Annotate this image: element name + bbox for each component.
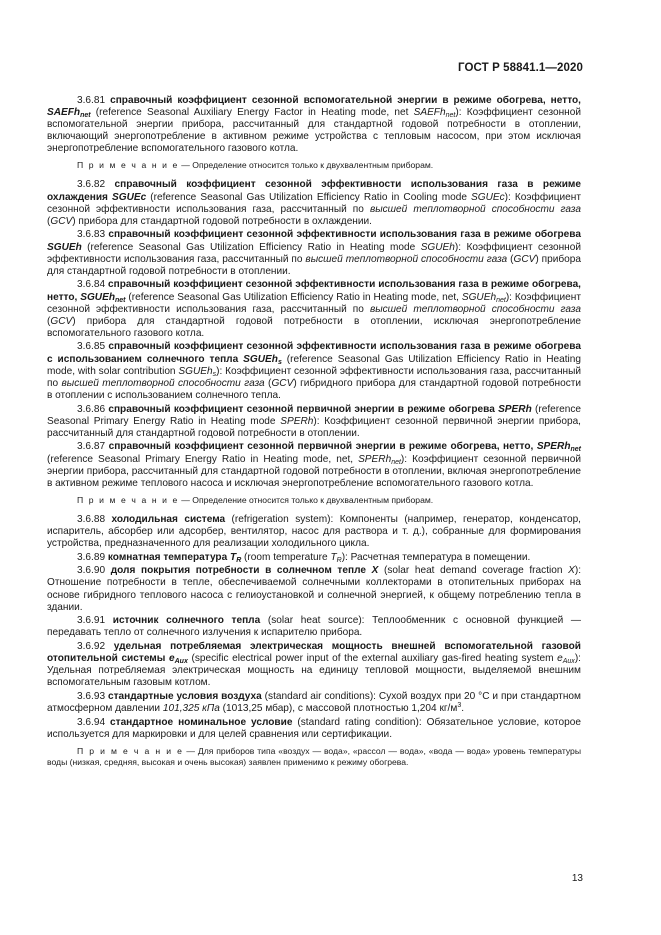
definition-3-6-87: 3.6.87 справочный коэффициент сезонной первичной энергии в режиме обогрева, нетто, SPERh$_{net}$ (reference Seasonal Primary Energy Ratio in Heating mode, net, SPERh$_{net}$): Коэффициент сезонной первичной энергии прибора, рассчитанный для стандартной годовой потребности в отоплении, включая энергопотребление в активном режиме теплового насоса и исключая энергопотребление вспомогательного газового котла. [47,441,581,489]
term: справочный коэффициент сезонной вспомогательной энергии в режиме обогрева, нетто, [110,95,581,106]
note-bivalent-2: П р и м е ч а н и е — Определение относится только к двухвалентным приборам. [77,494,434,505]
page-number: 13 [571,873,583,884]
definition-3-6-81: 3.6.81 справочный коэффициент сезонной вспомогательной энергии в режиме обогрева, нетто, SAEFh$_{net}$ (reference Seasonal Auxiliary Energy Factor in Heating mode, net SAEFh$_{net}$): Коэффициент сезонной вспомогательной энергии прибора, рассчитанный для стандартной годовой потребности в отоплении, включающий энергопотребление в активном режиме устройства с тепловым насосом, при этом исключая энергопотребление вспомогательного газового котла. [47,95,581,155]
definition-3-6-90: 3.6.90 доля покрытия потребности в солнечном тепле X (solar heat demand coverage fraction X): Отношение потребности в тепле, обеспечиваемой солнечными коллекторами в отопительных приборах на основе гибридного теплового насоса с гелиоустановкой и солнечной энергией, к общему потреблению тепла в здании. [47,565,582,613]
definition-3-6-88: 3.6.88 холодильная система (refrigeration system): Компоненты (например, генератор, конденсатор, испаритель, абсорбер или адсорбер, вентилятор, насос для раствора и т. д.), собранные для формирования устройства, предназначенного для реализации холодильного цикла. [47,513,581,549]
definition-3-6-92: 3.6.92 удельная потребляемая электрическая мощность внешней вспомогательной газовой отопительной системы $e_{Aux}$ (specific electrical power input of the external auxiliary gas-fired heating system $e_{Aux}$): Удельная потребляемая электрическая мощность на единицу тепловой мощности, выделяемой внешним вспомогательным газовым котлом. [47,641,581,689]
definition-3-6-94: 3.6.94 стандартное номинальное условие (standard rating condition): Обязательное условие, которое используется для маркировки и для целей сравнения или сертификации. [47,716,581,740]
definition-3-6-93: 3.6.93 стандартные условия воздуха (standard air conditions): Сухой воздух при 20 °С и при стандартном атмосферном давлении 101,325 кПа (1013,25 мбар), с массовой плотностью 1,204 $кг/м^3$. [47,691,581,715]
term-symbol: SAEFh$_{net}$ [47,107,91,120]
note-water-temperature: П р и м е ч а н и е — Для приборов типа «воздух — вода», «рассол — вода», «вода — вода» уровень температуры воды (низкая, средняя, высокая и очень высокая) заявлен применимо к режиму обогрева. [47,746,582,768]
page-content [47,95,581,776]
definition-3-6-83: 3.6.83 справочный коэффициент сезонной эффективности использования газа в режиме обогрева SGUEh (reference Seasonal Gas Utilization Efficiency Ratio in Heating mode SGUEh): Коэффициент сезонной эффективности использования газа, рассчитанный по высшей теплотворной способности газа (GCV) прибора для стандартной годовой потребности в отоплении. [47,229,581,277]
definition-3-6-89: 3.6.89 комнатная температура $T_R$ (room temperature $T_R$): Расчетная температура в помещении. [77,551,531,564]
definition-3-6-86: 3.6.86 справочный коэффициент сезонной первичной энергии в режиме обогрева SPERh (reference Seasonal Primary Energy Ratio in Heating mode SPERh): Коэффициент сезонной первичной энергии прибора, рассчитанный для стандартной годовой потребности в отоплении. [47,403,581,439]
definition-3-6-82: 3.6.82 справочный коэффициент сезонной эффективности использования газа в режиме охлаждения SGUEc (reference Seasonal Gas Utilization Efficiency Ratio in Cooling mode SGUEc): Коэффициент сезонной эффективности использования газа, рассчитанный по высшей теплотворной способности газа (GCV) прибора для стандартной годовой потребности в охлаждении. [47,179,581,227]
standard-header: ГОСТ Р 58841.1—2020 [458,62,583,74]
definition-3-6-91: 3.6.91 источник солнечного тепла (solar heat source): Теплообменник с основной функцией — передавать тепло от солнечного излучения к испарителю прибора. [47,615,581,639]
definition-3-6-85: 3.6.85 справочный коэффициент сезонной эффективности использования газа в режиме обогрева с использованием солнечного тепла SGUEh$_s$ (reference Seasonal Gas Utilization Efficiency Ratio in Heating mode, with solar contribution SGUEh$_s$): Коэффициент сезонной эффективности использования газа, рассчитанный по высшей теплотворной способности газа (GCV) гибридного прибора для стандартной годовой потребности в отоплении с использованием солнечного тепла. [47,341,582,401]
note-bivalent-1: П р и м е ч а н и е — Определение относится только к двухвалентным приборам. [77,160,434,171]
definition-3-6-84: 3.6.84 справочный коэффициент сезонной эффективности использования газа в режиме обогрева, нетто, SGUEh$_{net}$ (reference Seasonal Gas Utilization Efficiency Ratio in Heating mode, net, SGUEh$_{net}$): Коэффициент сезонной эффективности использования газа, рассчитанный по высшей теплотворной способности газа (GCV) прибора для стандартной годовой потребности в отоплении, исключая энергопотребление вспомогательного газового котла. [47,279,581,339]
